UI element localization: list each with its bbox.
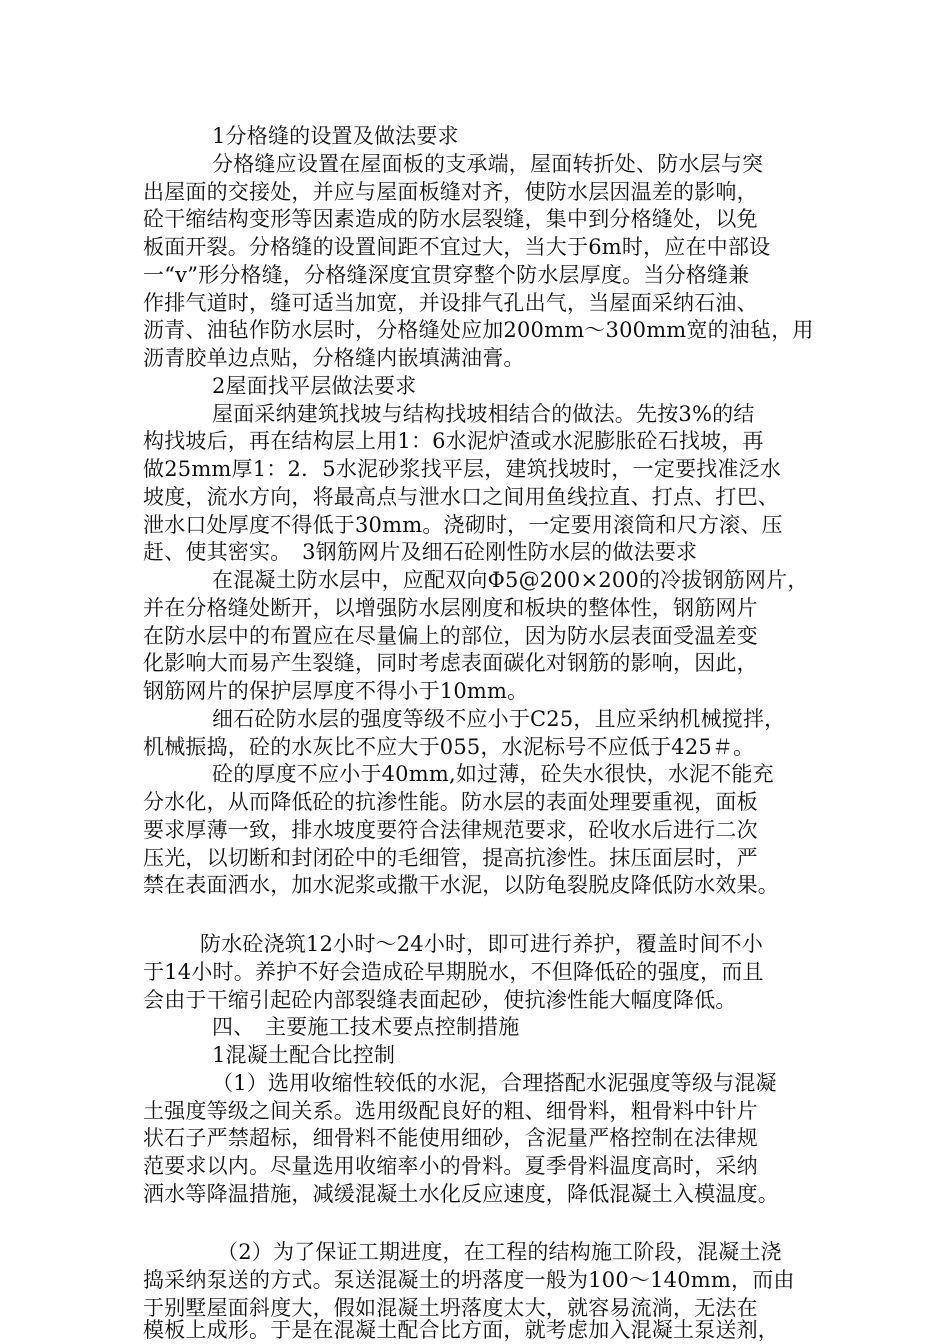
paragraph-line: 板面开裂。分格缝的设置间距不宜过大，当大于6m时，应在中部设 — [143, 235, 771, 259]
paragraph-line: 赶、使其密实。 3钢筋网片及细石砼刚性防水层的做法要求 — [143, 540, 698, 564]
paragraph-line: 做25mm厚1：2．5水泥砂浆找平层，建筑找坡时，一定要找准泛水 — [143, 457, 782, 481]
paragraph-line: 构找坡后，再在结构层上用1：6水泥炉渣或水泥膨胀砼石找坡，再 — [143, 429, 764, 453]
paragraph-line: 坡度，流水方向，将最高点与泄水口之间用鱼线拉直、打点、打巴、 — [143, 485, 779, 509]
paragraph-line: 砼干缩结构变形等因素造成的防水层裂缝，集中到分格缝处，以免 — [143, 207, 758, 231]
paragraph-line: 并在分格缝处断开，以增强防水层刚度和板块的整体性，钢筋网片 — [143, 596, 758, 620]
paragraph-line: 于14小时。养护不好会造成砼早期脱水，不但降低砼的强度，而且 — [143, 960, 764, 984]
paragraph-line: 细石砼防水层的强度等级不应小于C25，且应采纳机械搅拌， — [212, 707, 786, 731]
paragraph-line: 状石子严禁超标，细骨料不能使用细砂，含泥量严格控制在法律规 — [143, 1126, 758, 1150]
paragraph-line: 防水砼浇筑12小时～24小时，即可进行养护，覆盖时间不小 — [200, 932, 764, 956]
paragraph-line: 会由于干缩引起砼内部裂缝表面起砂，使抗渗性能大幅度降低。 — [143, 988, 737, 1012]
paragraph-line: 于别墅屋面斜度大，假如混凝土坍落度太大，就容易流淌，无法在 — [143, 1296, 758, 1320]
paragraph-line: 范要求以内。尽量选用收缩率小的骨料。夏季骨料温度高时，采纳 — [143, 1154, 758, 1178]
heading-partition-joint: 1分格缝的设置及做法要求 — [212, 124, 459, 148]
paragraph-line: 压光，以切断和封闭砼中的毛细管，提高抗渗性。抹压面层时，严 — [143, 846, 758, 870]
paragraph-line: 洒水等降温措施，减缓混凝土水化反应速度，降低混凝土入模温度。 — [143, 1182, 779, 1206]
paragraph-line: （2）为了保证工期进度，在工程的结构施工阶段，混凝土浇 — [217, 1240, 782, 1264]
paragraph-line: 化影响大而易产生裂缝，同时考虑表面碳化对钢筋的影响，因此， — [143, 651, 758, 675]
paragraph-line: 出屋面的交接处，并应与屋面板缝对齐，使防水层因温差的影响， — [143, 180, 758, 204]
paragraph-line: 要求厚薄一致，排水坡度要符合法律规范要求，砼收水后进行二次 — [143, 818, 758, 842]
paragraph-line: 沥青、油毡作防水层时，分格缝处应加200mm～300mm宽的油毡，用 — [143, 318, 814, 342]
paragraph-line: 机械振捣，砼的水灰比不应大于055，水泥标号不应低于425＃。 — [143, 735, 755, 759]
paragraph-line: 捣采纳泵送的方式。泵送混凝土的坍落度一般为100～140mm，而由 — [143, 1268, 795, 1292]
paragraph-line: （1）选用收缩性较低的水泥，合理搭配水泥强度等级与混凝 — [212, 1071, 777, 1095]
paragraph-line: 分格缝应设置在屋面板的支承端，屋面转折处、防水层与突 — [212, 152, 764, 176]
heading-mix-ratio: 1混凝土配合比控制 — [212, 1043, 396, 1067]
paragraph-line: 一“v”形分格缝，分格缝深度宜贯穿整个防水层厚度。当分格缝兼 — [143, 263, 750, 287]
paragraph-line: 在防水层中的布置应在尽量偏上的部位，因为防水层表面受温差变 — [143, 624, 758, 648]
heading-roof-leveling: 2屋面找平层做法要求 — [212, 374, 417, 398]
paragraph-line: 泄水口处厚度不得低于30mm。浇砌时，一定要用滚筒和尺方滚、压 — [143, 513, 783, 537]
heading-construction-measures: 四、 主要施工技术要点控制措施 — [212, 1015, 520, 1039]
paragraph-line: 沥青胶单边点贴，分格缝内嵌填满油膏。 — [143, 346, 525, 370]
paragraph-line: 禁在表面洒水，加水泥浆或撒干水泥，以防龟裂脱皮降低防水效果。 — [143, 873, 779, 897]
paragraph-line: 分水化，从而降低砼的抗渗性能。防水层的表面处理要重视，面板 — [143, 790, 758, 814]
paragraph-line: 模板上成形。于是在混凝土配合比方面，就考虑加入混凝土泵送剂， — [143, 1318, 779, 1342]
paragraph-line: 砼的厚度不应小于40mm,如过薄，砼失水很快，水泥不能充 — [212, 762, 774, 786]
paragraph-line: 作排气道时，缝可适当加宽，并设排气孔出气，当屋面采纳石油、 — [143, 291, 758, 315]
paragraph-line: 土强度等级之间关系。选用级配良好的粗、细骨料，粗骨料中针片 — [143, 1099, 758, 1123]
paragraph-line: 钢筋网片的保护层厚度不得小于10mm。 — [143, 679, 529, 703]
paragraph-line: 在混凝土防水层中，应配双向Φ5@200×200的冷拔钢筋网片， — [212, 568, 809, 592]
paragraph-line: 屋面采纳建筑找坡与结构找坡相结合的做法。先按3%的结 — [212, 402, 755, 426]
